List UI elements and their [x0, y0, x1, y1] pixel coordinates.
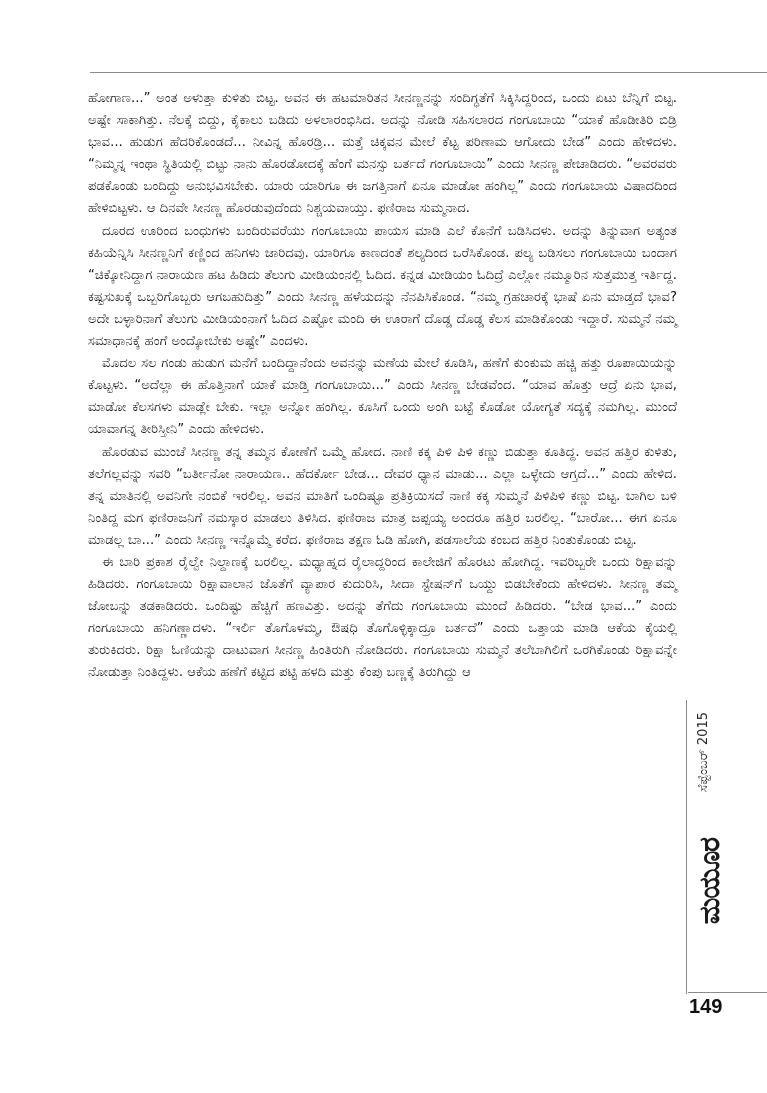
article-body: [88, 88, 677, 685]
header-divider: [90, 72, 767, 73]
paragraph: ಈ ಬಾರಿ ಪ್ರಕಾಶ ರೈಲ್ವೇ ನಿಲ್ದಾಣಕ್ಕೆ ಬರಲಿಲ್ಲ. ಮಧ್ಯಾಹ್ನದ ರೈಲಾದ್ದರಿಂದ ಕಾಲೇಜಿಗೆ ಹೊರಟು ಹೋಗಿದ್ದ. ಇವರಿಬ್ಬರೇ ಒಂದು ರಿಕ್ಷಾವನ್ನು ಹಿಡಿದರು. ಗಂಗೂಬಾಯಿ ರಿಕ್ಷಾವಾಲಾನ ಜೊತೆಗೆ ವ್ಯಾಪಾರ ಕುದುರಿಸಿ, ಸೀದಾ ಸ್ಟೇಷನ್‌ಗೆ ಒಯ್ದು ಬಿಡಬೇಕೆಂದು ಹೇಳಿದಳು. ಸೀನಣ್ಣ ತಮ್ಮ ಜೋಬನ್ನು ತಡಕಾಡಿದರು. ಒಂದಿಷ್ಟು ಹೆಚ್ಚಿಗೆ ಹಣವಿತ್ತು. ಅದನ್ನು ತೆಗೆದು ಗಂಗೂಬಾಯಿ ಮುಂದೆ ಹಿಡಿದರು. “ಬೇಡ ಭಾವ...” ಎಂದು ಗಂಗೂಬಾಯಿ ಹನಿಗಣ್ಣಾದಳು. “ಇರ್ಲಿ ತೊಗೊಳಮ್ಮ, ಔಷಧಿ ತೊಗೊಳ್ಳಿಕ್ಕಾದ್ರೂ ಬರ್ತದೆ” ಎಂದು ಒತ್ತಾಯ ಮಾಡಿ ಆಕೆಯ ಕೈಯಲ್ಲಿ ತುರುಕಿದರು. ರಿಕ್ಷಾ ಓಣಿಯನ್ನು ದಾಟುವಾಗ ಸೀನಣ್ಣ ಹಿಂತಿರುಗಿ ನೋಡಿದರು. ಗಂಗೂಬಾಯಿ ಸುಮ್ಮನೆ ತಲೆಬಾಗಿಲಿಗೆ ಒರಗಿಕೊಂಡು ರಿಕ್ಷಾವನ್ನೇ ನೋಡುತ್ತಾ ನಿಂತಿದ್ದಳು. ಆಕೆಯ ಹಣೆಗೆ ಕಟ್ಟಿದ ಪಟ್ಟಿ ಹಳದಿ ಮತ್ತು ಕೆಂಪು ಬಣ್ಣಕ್ಕೆ ತಿರುಗಿದ್ದು ಆ: [88, 554, 677, 681]
sidebar-divider: [686, 700, 687, 994]
paragraph: ದೂರದ ಊರಿಂದ ಬಂಧುಗಳು ಬಂದಿರುವರೆಯು ಗಂಗೂಬಾಯಿ ಪಾಯಸ ಮಾಡಿ ಎಲೆ ಕೊನೆಗೆ ಬಡಿಸಿದಳು. ಅದನ್ನು ತಿನ್ನುವಾಗ ಅತ್ಯಂತ ಕಹಿಯೆನ್ನಿಸಿ ಸೀನಣ್ಣನಿಗೆ ಕಣ್ಣಿಂದ ಹನಿಗಳು ಜಾರಿದವು. ಯಾರಿಗೂ ಕಾಣದಂತೆ ಶಲ್ಯದಿಂದ ಒರೆಸಿಕೊಂಡ. ಪಲ್ಯ ಬಡಿಸಲು ಗಂಗೂಬಾಯಿ ಬಂದಾಗ “ಚಿಕ್ಕೋನಿದ್ದಾಗ ನಾರಾಯಣ ಹಟ ಹಿಡಿದು ತೆಲುಗು ಮೀಡಿಯಂನಲ್ಲಿ ಓದಿದ. ಕನ್ನಡ ಮೀಡಿಯಂ ಓದಿದ್ರೆ ಎಲ್ಲೋ ನಮ್ಮೂರಿನ ಸುತ್ತಮುತ್ತ ಇರ್ತಿದ್ದ. ಕಷ್ಟಸುಖಕ್ಕೆ ಒಬ್ಬರಿಗೊಬ್ಬರು ಆಗಬಹುದಿತ್ತು” ಎಂದು ಸೀನಣ್ಣ ಹಳೆಯದನ್ನು ನೆನಪಿಸಿಕೊಂಡ. “ನಮ್ಮ ಗ್ರಹಚಾರಕ್ಕೆ ಭಾಷೆ ಏನು ಮಾಡ್ತದೆ ಭಾವ? ಅದೇ ಬಳ್ಳಾರಿನಾಗೆ ತೆಲುಗು ಮೀಡಿಯಂನಾಗೆ ಓದಿದ ಎಷ್ಟೋ ಮಂದಿ ಈ ಊರಾಗೆ ದೊಡ್ಡ ದೊಡ್ಡ ಕೆಲಸ ಮಾಡಿಕೊಂಡು ಇದ್ದಾರೆ. ಸುಮ್ಮನೆ ನಮ್ಮ ಸಮಾಧಾನಕ್ಕೆ ಹಂಗೆ ಅಂದ್ಕೋಬೇಕು ಅಷ್ಟೇ” ಎಂದಳು.: [88, 223, 677, 350]
page-number-divider: [688, 992, 767, 993]
paragraph: ಮೊದಲ ಸಲ ಗಂಡು ಹುಡುಗ ಮನೆಗೆ ಬಂದಿದ್ದಾನೆಂದು ಅವನನ್ನು ಮಣೆಯ ಮೇಲೆ ಕೂಡಿಸಿ, ಹಣೆಗೆ ಕುಂಕುಮ ಹಚ್ಚಿ ಹತ್ತು ರೂಪಾಯಿಯನ್ನು ಕೊಟ್ಟಳು. “ಅದೆಲ್ಲಾ ಈ ಹೊತ್ತಿನಾಗೆ ಯಾಕೆ ಮಾಡ್ತಿ ಗಂಗೂಬಾಯಿ...” ಎಂದು ಸೀನಣ್ಣ ಬೇಡವೆಂದ. “ಯಾವ ಹೊತ್ತು ಆದ್ರೆ ಏನು ಭಾವ, ಮಾಡೋ ಕೆಲಸಗಳು ಮಾಡ್ಲೇ ಬೇಕು. ಇಲ್ಲಾ ಅನ್ನೋ ಹಂಗಿಲ್ಲ. ಕೂಸಿಗೆ ಒಂದು ಅಂಗಿ ಬಟ್ಟೆ ಕೊಡೋ ಯೋಗ್ಯತೆ ಸದ್ಯಕ್ಕೆ ನಮಗಿಲ್ಲ. ಮುಂದೆ ಯಾವಾಗನ್ನ ತೀರಿಸ್ತೀನಿ” ಎಂದು ಹೇಳಿದಳು.: [88, 356, 677, 438]
issue-date: ಸೆಪ್ಟೆಂಬರ್ 2015: [696, 712, 711, 793]
page-number: 149: [689, 996, 723, 1018]
magazine-logo: ಮಯೂರ: [693, 838, 726, 925]
paragraph: ಹೊರಡುವ ಮುಂಚೆ ಸೀನಣ್ಣ ತನ್ನ ತಮ್ಮನ ಕೋಣೆಗೆ ಒಮ್ಮೆ ಹೋದ. ನಾಣಿ ಕಕ್ಕ ಪಿಳಿ ಪಿಳಿ ಕಣ್ಣು ಬಿಡುತ್ತಾ ಕೂತಿದ್ದ. ಅವನ ಹತ್ತಿರ ಕುಳಿತು, ತಲೆಗಲ್ಲವನ್ನು ಸವರಿ “ಬರ್ತೀನೋ ನಾರಾಯಣ.. ಹೆದರ್ಕೋ ಬೇಡ... ದೇವರ ಧ್ಯಾನ ಮಾಡು... ಎಲ್ಲಾ ಒಳ್ಳೇದು ಆಗ್ತದೆ...” ಎಂದು ಹೇಳಿದ. ತನ್ನ ಮಾತಿನಲ್ಲಿ ಅವನಿಗೇ ನಂಬಿಕೆ ಇರಲಿಲ್ಲ. ಅವನ ಮಾತಿಗೆ ಒಂದಿಷ್ಟೂ ಪ್ರತಿಕ್ರಿಯಿಸದೆ ನಾಣಿ ಕಕ್ಕ ಸುಮ್ಮನೆ ಪಿಳಿಪಿಳಿ ಕಣ್ಣು ಬಿಟ್ಟ. ಬಾಗಿಲ ಬಳಿ ನಿಂತಿದ್ದ ಮಗ ಫಣಿರಾಜನಿಗೆ ನಮಸ್ಕಾರ ಮಾಡಲು ತಿಳಿಸಿದ. ಫಣಿರಾಜ ಮಾತ್ರ ಜಪ್ಪಯ್ಯ ಅಂದರೂ ಹತ್ತಿರ ಬರಲಿಲ್ಲ. “ಬಾರೋ... ಈಗ ಏನೂ ಮಾಡಲ್ಲ ಬಾ...” ಎಂದು ಸೀನಣ್ಣ ಇನ್ನೊಮ್ಮೆ ಕರೆದ. ಫಣಿರಾಜ ತಕ್ಷಣ ಓಡಿ ಹೋಗಿ, ಪಡಸಾಲೆಯ ಕಂಬದ ಹತ್ತಿರ ನಿಂತುಕೊಂಡು ಬಿಟ್ಟ.: [88, 444, 677, 548]
paragraph: ಹೋಗಾಣ...” ಅಂತ ಅಳುತ್ತಾ ಕುಳಿತು ಬಿಟ್ಟ. ಅವನ ಈ ಹಟಮಾರಿತನ ಸೀನಣ್ಣನನ್ನು ಸಂದಿಗ್ಧತೆಗೆ ಸಿಕ್ಕಿಸಿದ್ದರಿಂದ, ಒಂದು ಏಟು ಬೆನ್ನಿಗೆ ಬಿಟ್ಟ. ಅಷ್ಟೇ ಸಾಕಾಗಿತ್ತು. ನೆಲಕ್ಕೆ ಬಿದ್ದು, ಕೈಕಾಲು ಬಡಿದು ಅಳಲಾರಂಭಿಸಿದ. ಅದನ್ನು ನೋಡಿ ಸಹಿಸಲಾರದ ಗಂಗೂಬಾಯಿ “ಯಾಕೆ ಹೊಡೀತಿರಿ ಬಿಡ್ರಿ ಭಾವ... ಹುಡುಗ ಹೆದರಿಕೊಂಡದೆ... ನೀವಿನ್ನ ಹೊರಡ್ರಿ... ಮತ್ತೆ ಚಿಕ್ಕವನ ಮೇಲೆ ಕೆಟ್ಟ ಪರಿಣಾಮ ಆಗೋದು ಬೇಡ” ಎಂದು ಹೇಳಿದಳು. “ನಿಮ್ಮನ್ನ ಇಂಥಾ ಸ್ಥಿತಿಯಲ್ಲಿ ಬಿಟ್ಟು ನಾನು ಹೊರಡೋದಕ್ಕೆ ಹೆಂಗೆ ಮನಸ್ಸು ಬರ್ತದೆ ಗಂಗೂಬಾಯಿ” ಎಂದು ಸೀನಣ್ಣ ಪೇಚಾಡಿದರು. “ಅವರವರು ಪಡಕೊಂಡು ಬಂದಿದ್ದು ಅನುಭವಿಸಬೇಕು. ಯಾರು ಯಾರಿಗೂ ಈ ಜಗತ್ತಿನಾಗೆ ಏನೂ ಮಾಡೋ ಹಂಗಿಲ್ಲ” ಎಂದು ಗಂಗೂಬಾಯಿ ವಿಷಾದದಿಂದ ಹೇಳಿಬಿಟ್ಟಳು. ಆ ದಿನವೇ ಸೀನಣ್ಣ ಹೊರಡುವುದೆಂದು ನಿಶ್ಚಯವಾಯ್ತು. ಫಣಿರಾಜ ಸುಮ್ಮನಾದ.: [88, 91, 677, 217]
